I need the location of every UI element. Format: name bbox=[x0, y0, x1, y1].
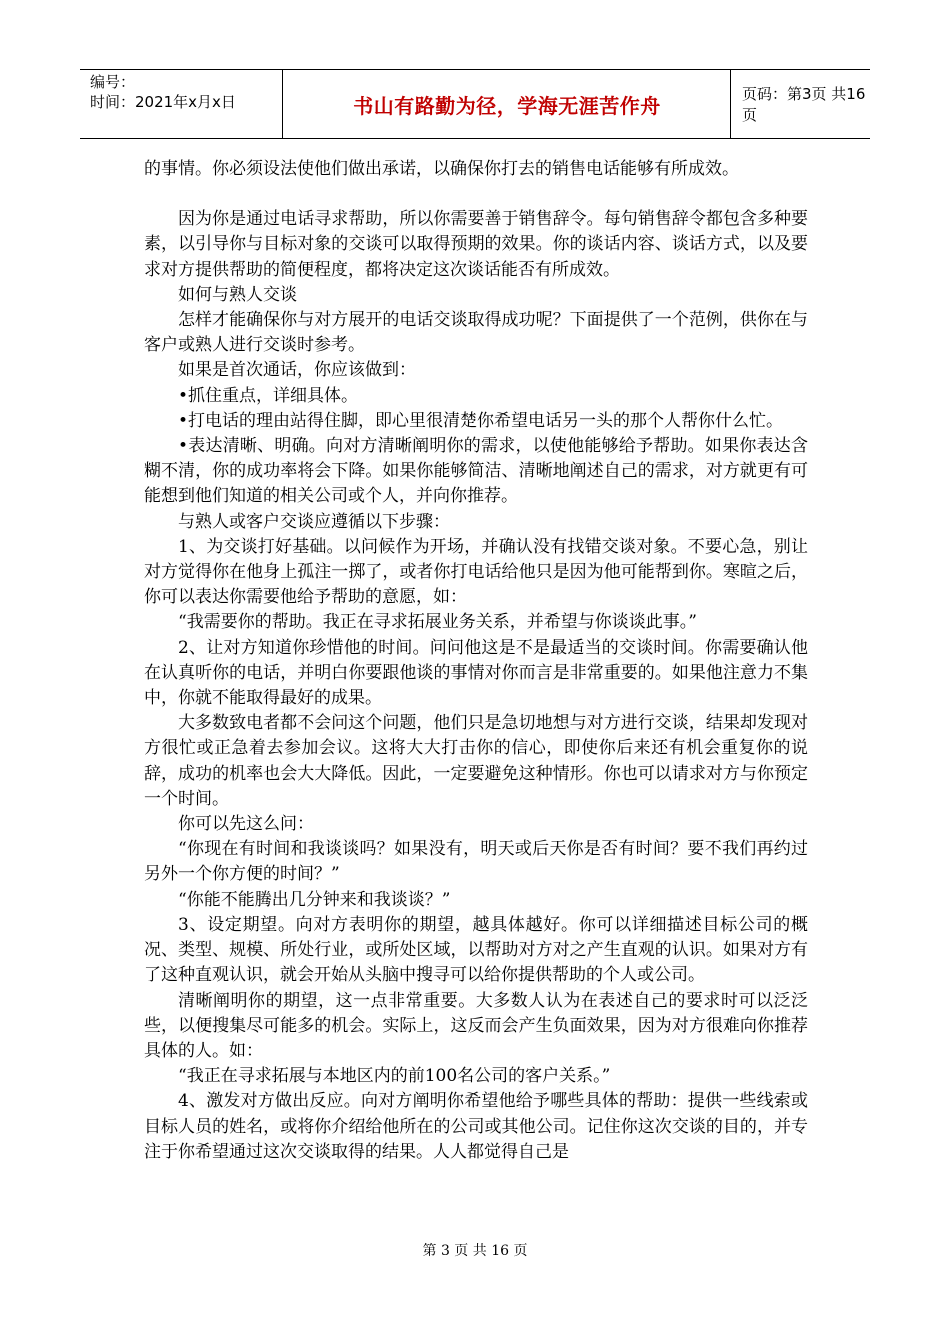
step-paragraph: 3、设定期望。向对方表明你的期望，越具体越好。你可以详细描述目标公司的概况、类型、规模、所处行业，或所处区域，以帮助对方对之产生直观的认识。如果对方有了这种直观认识，就会开始从头脑中搜寻可以给你提供帮助的个人或公司。 bbox=[144, 914, 808, 986]
paragraph: 你可以先这么问： bbox=[178, 814, 314, 835]
bullet-item: •打电话的理由站得住脚，即心里很清楚你希望电话另一头的那个人帮你什么忙。 bbox=[178, 410, 784, 431]
paragraph: 怎样才能确保你与对方展开的电话交谈取得成功呢？下面提供了一个范例，供你在与客户或熟人进行交谈时参考。 bbox=[144, 310, 808, 356]
paragraph: 因为你是通过电话寻求帮助，所以你需要善于销售辞令。每句销售辞令都包含多种要素，以引导你与目标对象的交谈可以取得预期的效果。你的谈话内容、谈话方式，以及要求对方提供帮助的简便程度，都将决定这次谈话能否有所成效。 bbox=[144, 209, 808, 280]
paragraph: 如果是首次通话，你应该做到： bbox=[178, 360, 416, 381]
header-page-cell bbox=[732, 70, 870, 138]
paragraph: 的事情。你必须设法使他们做出承诺，以确保你打去的销售电话能够有所成效。 bbox=[144, 159, 739, 179]
step-paragraph: 4、激发对方做出反应。向对方阐明你希望他给予哪些具体的帮助：提供一些线索或目标人员的姓名，或将你介绍给他所在的公司或其他公司。记住你这次交谈的目的，并专注于你希望通过这次交谈取得的结果。人人都觉得自己是 bbox=[144, 1091, 808, 1162]
step-paragraph: 2、让对方知道你珍惜他的时间。问问他这是不是最适当的交谈时间。你需要确认他在认真听你的电话，并明白你要跟他谈的事情对你而言是非常重要的。如果他注意力不集中，你就不能取得最好的成果。 bbox=[144, 637, 808, 709]
paragraph: 清晰阐明你的期望，这一点非常重要。大多数人认为在表述自己的要求时可以泛泛些，以便搜集尽可能多的机会。实际上，这反而会产生负面效果，因为对方很难向你推荐具体的人。如： bbox=[144, 990, 808, 1061]
quote-paragraph: “你能不能腾出几分钟来和我谈谈？” bbox=[178, 889, 451, 910]
document-body bbox=[144, 157, 808, 1165]
page-header bbox=[80, 69, 870, 139]
section-heading: 如何与熟人交谈 bbox=[178, 284, 297, 305]
header-motto-cell bbox=[284, 70, 731, 138]
date-label: 时间：2021年x月x日 bbox=[90, 93, 236, 111]
quote-paragraph: “你现在有时间和我谈谈吗？如果没有，明天或后天你是否有时间？要不我们再约过另外一个你方便的时间？” bbox=[144, 839, 808, 885]
paragraph: 大多数致电者都不会问这个问题，他们只是急切地想与对方进行交谈，结果却发现对方很忙或正急着去参加会议。这将大大打击你的信心，即使你后来还有机会重复你的说辞，成功的机率也会大大降低。因此，一定要避免这种情形。你也可以请求对方与你预定一个时间。 bbox=[144, 713, 808, 809]
header-info-cell bbox=[80, 70, 283, 138]
bullet-item: •抓住重点，详细具体。 bbox=[178, 385, 359, 406]
page-footer: 第 3 页 共 16 页 bbox=[422, 1243, 528, 1259]
quote-paragraph: “我需要你的帮助。我正在寻求拓展业务关系，并希望与你谈谈此事。” bbox=[178, 612, 697, 633]
page-label: 页码：第3页 共16页 bbox=[742, 85, 866, 124]
number-label: 编号： bbox=[90, 73, 136, 91]
quote-paragraph: “我正在寻求拓展与本地区内的前100名公司的客户关系。” bbox=[178, 1066, 611, 1087]
motto-text: 书山有路勤为径，学海无涯苦作舟 bbox=[353, 93, 661, 118]
step-paragraph: 1、为交谈打好基础。以问候作为开场，并确认没有找错交谈对象。不要心急，别让对方觉得你在他身上孤注一掷了，或者你打电话给他只是因为他可能帮到你。寒暄之后，你可以表达你需要他给予帮助的意愿，如： bbox=[144, 536, 808, 608]
bullet-item: •表达清晰、明确。向对方清晰阐明你的需求，以使他能够给予帮助。如果你表达含糊不清，你的成功率将会下降。如果你能够简洁、清晰地阐述自己的需求，对方就更有可能想到他们知道的相关公司或个人，并向你推荐。 bbox=[144, 436, 808, 507]
paragraph: 与熟人或客户交谈应遵循以下步骤： bbox=[178, 511, 450, 532]
